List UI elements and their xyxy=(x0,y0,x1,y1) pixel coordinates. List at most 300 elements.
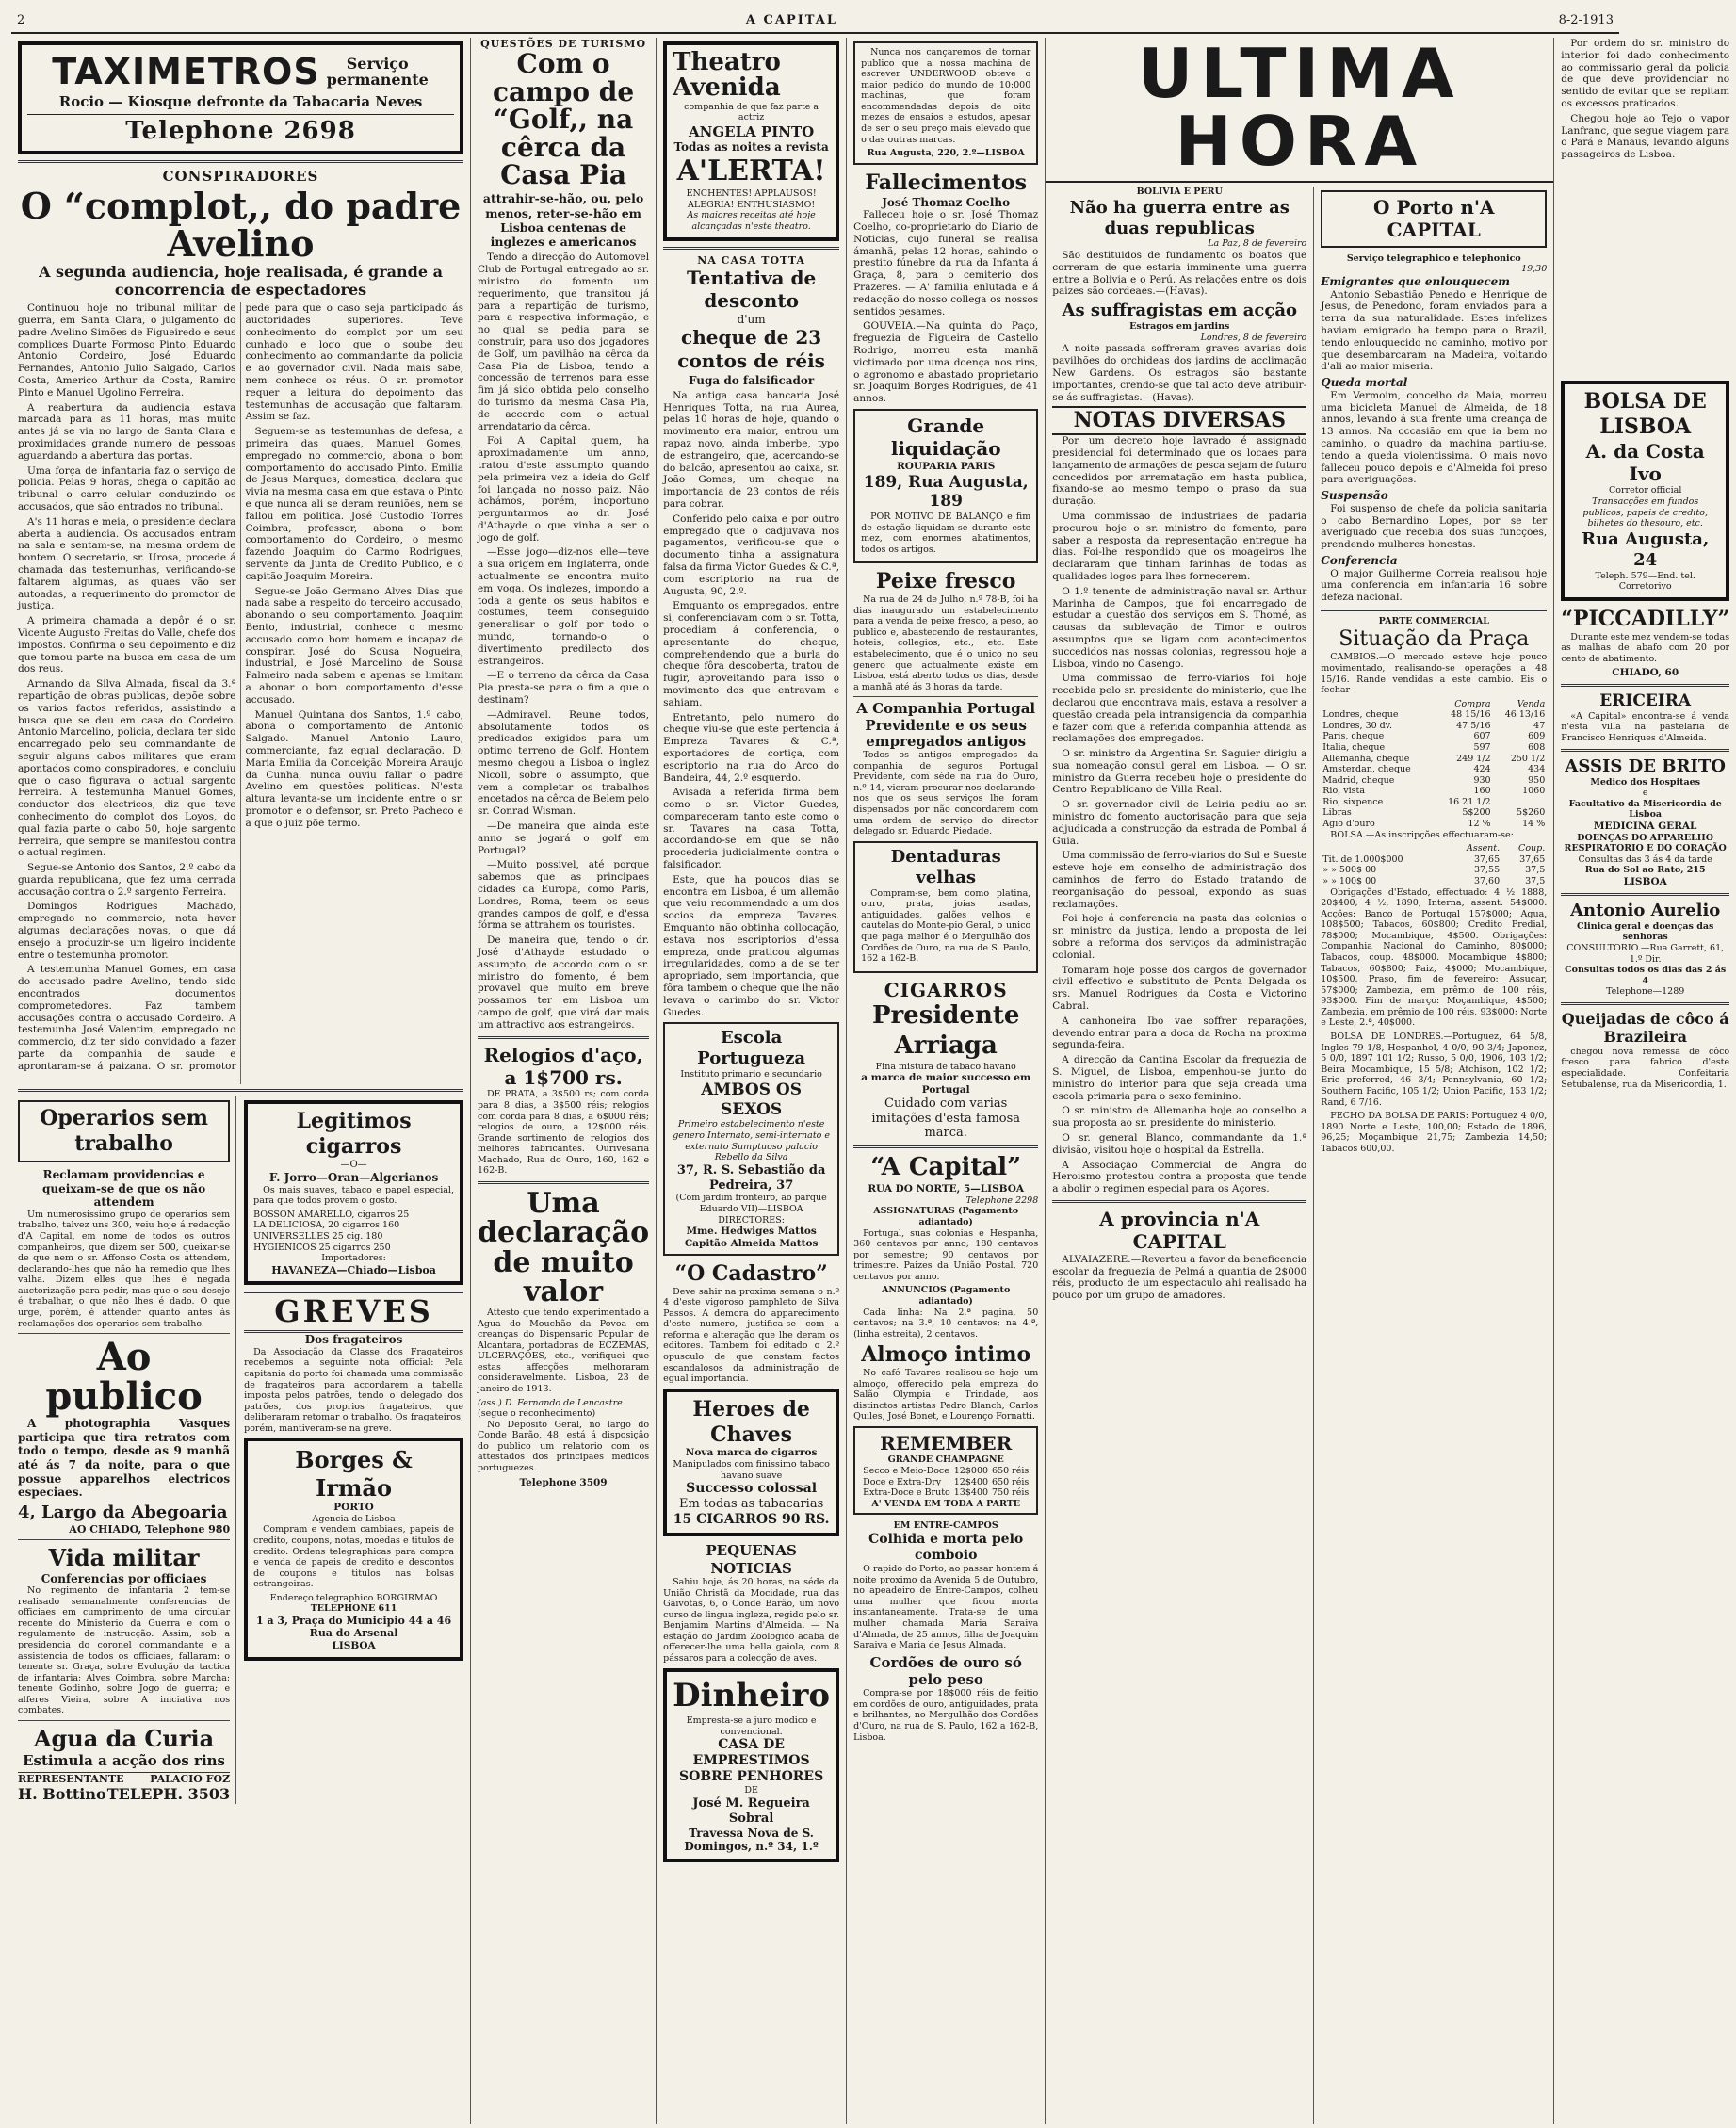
cigarros-leg-item: HYGIENICOS 25 cigarros 250 xyxy=(253,1242,391,1253)
notas-paragraph: Por um decreto hoje lavrado é assignado presidencial foi determinado que os locaes para lançamento de armações de pesca sejam de futuro concedidos por arrematação em hasta publica, fixando-se ao mesmo tempo o praso da sua duração. xyxy=(1052,435,1307,508)
conferencia-title: Conferencia xyxy=(1321,553,1398,567)
remember-title: REMEMBER xyxy=(880,1432,1013,1455)
cigarros-leg-title: Legitimos cigarros xyxy=(296,1109,412,1160)
escola-director: Mme. Hedwiges Mattos xyxy=(686,1226,817,1238)
table-header-row xyxy=(1321,843,1547,854)
theatro-actress: ANGELA PINTO xyxy=(688,122,815,140)
table-cell: 5$200 xyxy=(1462,807,1491,819)
piccadilly-address: CHIADO, 60 xyxy=(1612,667,1679,679)
capital-address: RUA DO NORTE, 5—LISBOA xyxy=(868,1183,1025,1194)
suffragistas-sub: Estragos em jardins xyxy=(1129,321,1230,333)
article-paragraph: Segue-se João Germano Alves Dias que nada sabe a respeito do terceiro accusado, abonando o seu comportamento. Joaquim Bento, industrial, conhece o mesmo accusado como bom homem e incapaz de conspirar. José do Sousa Nogueira, industrial, e José Marcelino de Sousa Palmeiro nada sabem e apenas se limitam a abonar o bom comportamento d'esse accusado. xyxy=(245,585,463,706)
notas-paragraph: Uma commissão de ferro-viarios foi hoje recebida pelo sr. presidente do ministerio, que lhe declarou que encontrava mais, estava a resolver a questão creada pela intransigencia da companhia e fazer com que a referida companhia attenda as reclamações dos empregados. xyxy=(1052,673,1307,745)
escola-address-note: (Com jardim fronteiro, ao parque Eduardo VII)—LISBOA xyxy=(675,1193,827,1214)
article-paragraph: —E o terreno da cêrca da Casa Pia presta-se para o fim a que o destinam? xyxy=(478,670,650,707)
article-paragraph: Segue-se Antonio dos Santos, 2.º cabo da guarda republicana, que fez uma cerrada accusação contra o 2.º sargento Ferreira. xyxy=(18,862,236,898)
table-cell: » » 100$ 00 xyxy=(1322,875,1377,886)
table-header: Coup. xyxy=(1518,843,1546,854)
borges-tel: Endereço telegraphico BORGIRMAO xyxy=(269,1592,438,1603)
bolsa-lisboa-ad xyxy=(1561,381,1729,601)
aurelio-line: Consultas todos os dias das 2 ás 4 xyxy=(1565,965,1727,986)
underwood-body: Nunca nos cançaremos de tornar publico que a nossa machina de escrever UNDERWOOD obteve o maior pedido do mundo de 10:000 machinas, que foram encommendadas depois de oito mezes de ensaios e estudos, apesar de ser o seu preço mais elevado que o das outras marcas. xyxy=(861,47,1031,145)
fallecimentos-name: José Thomaz Coelho xyxy=(882,195,1011,209)
notas-paragraph: A Associação Commercial de Angra do Heroismo protestou contra a proposta que tende a abolir o regimen especial para os Açores. xyxy=(1052,1159,1307,1195)
entre-body: O rapido do Porto, ao passar hontem á noite proximo da Avenida 5 de Outubro, no apeadeiro de Entre-Campos, colheu uma mulher que ficou morta instantaneamente. Trata-se de uma mulher chamada Maria Saraiva d'Almada, de 25 annos, filha de Joaquim Saraiva e Maria de Jesus Almada. xyxy=(853,1564,1039,1651)
agua-title: Agua da Curia xyxy=(33,1725,215,1753)
article-paragraph: Avisada a referida firma bem como o sr. Victor Guedes, compareceram tanto este como o sr. Tavares na casa Totta, accordando-se em que se não procederia judicialmente contra o falsificador. xyxy=(663,787,840,871)
cigarros-leg-shop: HAVANEZA—Chiado—Lisboa xyxy=(271,1263,436,1276)
escola-sub: Instituto primario e secundario xyxy=(680,1069,822,1080)
vida-title: Vida militar xyxy=(48,1544,200,1572)
article-paragraph: Uma força de infantaria faz o serviço de policia. Pelas 9 horas, chega o capitão ao tribunal o carro celular conduzindo os accusados, que são entrados no tribunal. xyxy=(18,464,236,512)
table-cell: 48 15/16 xyxy=(1451,709,1491,721)
table-cell: Madrid, cheque xyxy=(1322,774,1395,786)
dinheiro-casa: CASA DE EMPRESTIMOS SOBRE PENHORES xyxy=(679,1737,824,1785)
table-cell: 597 xyxy=(1473,742,1491,753)
col7-top-text xyxy=(1561,38,1729,377)
bolsa-address: Rua Augusta, 24 xyxy=(1582,528,1710,570)
cordoes-title: Cordões de ouro só pelo peso xyxy=(869,1653,1022,1688)
table-cell: 12$400 xyxy=(953,1476,989,1487)
column-2 xyxy=(471,38,657,2124)
theatro-ad xyxy=(663,41,839,241)
bolsa-phone: Teleph. 579—End. tel. Corretorivo xyxy=(1595,570,1695,593)
escola-address: 37, R. S. Sebastião da Pedreira, 37 xyxy=(676,1162,826,1193)
column-1 xyxy=(11,38,471,2124)
cigarros-leg-item: UNIVERSELLES 25 cig. 180 xyxy=(253,1231,383,1243)
page-number: 2 xyxy=(17,12,25,27)
table-cell: 47 xyxy=(1533,720,1546,731)
table-cell: 750 réis xyxy=(992,1487,1030,1499)
chaves-desc: Manipulados com finissimo tabaco havano suave xyxy=(673,1459,830,1481)
notas-paragraph: O 1.º tenente de administração naval sr. Arthur Marinha de Campos, que foi encarregado de estudar a questão dos serviços em S. Thomé, as causas da sublevação de Timor e outros assumptos que se ligam com acontecimentos succedidos nas nossas colonias, regressou hoje a Lisboa, vindo no Casengo. xyxy=(1052,585,1307,670)
queda-body: Em Vermoim, concelho da Maia, morreu uma bicicleta Manuel de Almeida, de 18 annos, levando á sua frente uma creança de 13 annos. Na occasião em que ia bem no caminho, o quadro da machina partiu-se, tendo a queda violentissima. O mais novo falleceu pouco depois e d'Almeida foi preso para averiguações. xyxy=(1321,389,1548,486)
publico-address: 4, Largo da Abegoaria xyxy=(18,1502,228,1522)
publico-text: A photographia Vasques participa que tira retratos com todo o tempo, desde as 9 manhã até ás 7 da noite, para o que possue apparelhos electricos especiaes. xyxy=(18,1417,231,1500)
borges-city2: LISBOA xyxy=(332,1639,376,1651)
relogios-body: DE PRATA, a 3$500 rs; com corda para 8 dias, a 3$500 réis; relogios com corda para 8 dias, a 6$000 réis; relogios de ouro, a 12$000 réis. Grande sortimento de relogios dos melhores fabricantes. Ourivesaria Machado, Rua do Ouro, 160, 162 e 162-B. xyxy=(478,1089,650,1177)
article-paragraph: —De maneira que ainda este anno se jogará o golf em Portugal? xyxy=(478,820,650,856)
suffragistas-dateline: Londres, 8 de fevereiro xyxy=(1200,332,1307,343)
table-cell: Libras xyxy=(1322,807,1352,819)
table-row xyxy=(1321,797,1547,808)
table-cell: Secco e Meio-Doce xyxy=(863,1466,949,1476)
table-cell: 249 1/2 xyxy=(1456,753,1491,764)
notas-paragraph: O sr. general Blanco, commandante da 1.ª divisão, visitou hoje o hospital da Estrella. xyxy=(1052,1132,1307,1156)
bolivia-section: BOLIVIA E PERU xyxy=(1136,187,1223,197)
publico-title: Ao publico xyxy=(45,1335,203,1420)
table-cell: Rio, vista xyxy=(1322,786,1365,797)
chaves-sub: Nova marca de cigarros xyxy=(685,1447,818,1459)
borges-phone: TELEPHONE 611 xyxy=(310,1603,397,1615)
remember-sub: GRANDE CHAMPAGNE xyxy=(887,1454,1004,1466)
table-row xyxy=(861,1477,1030,1488)
commercial-intro: CAMBIOS.—O mercado esteve hoje pouco movimentado, realisando-se operações a 48 15/16. Rande vendidas a este cambio. Eis o fechar xyxy=(1321,652,1548,696)
commercial-section: PARTE COMMERCIAL xyxy=(1378,615,1489,626)
publico-phone: AO CHIADO, Telephone 980 xyxy=(69,1522,231,1535)
notas-title: NOTAS DIVERSAS xyxy=(1052,406,1306,435)
porto-time: 19,30 xyxy=(1521,264,1548,275)
suspensao-body: Foi suspenso de chefe da policia sanitaria o cabo Bernardino Lopes, por se ter averiguado que recebia dos suas funcções, prendendo mulheres honestas. xyxy=(1321,502,1548,551)
theatro-company: companhia de que faz parte a actriz xyxy=(684,101,819,123)
table-cell: » » 500$ 00 xyxy=(1322,865,1377,876)
taximetros-telephone: Telephone 2698 xyxy=(27,114,454,147)
totta-headline1: Tentativa de desconto xyxy=(687,266,817,313)
notas-paragraph: A direcção da Cantina Escolar da freguezia de S. Miguel, de Lisboa, empenhou-se junto do ministro do interior para que seja creada uma escola primaria para o sexo feminino. xyxy=(1052,1054,1307,1102)
table-cell: 1060 xyxy=(1522,786,1546,797)
totta-sub: Fuga do falsificador xyxy=(688,374,815,388)
table-cell: 37,65 xyxy=(1473,853,1501,865)
table-row xyxy=(861,1466,1030,1477)
pequenas-body: Sahiu hoje, ás 20 horas, na séde da União Christã da Mocidade, rua das Gaivotas, 6, o Conde Barão, um novo curso de lingua ingleza, regido pelo sr. Benjamim Martins d'Almeida. — Na estação do Jardim Zoologico acaba de offerecer-lhe uma bella gaiola, com 8 pássaros para a colecção de aves. xyxy=(663,1577,840,1665)
notas-paragraph: O sr. ministro de Allemanha hoje ao conselho a sua proposta ao sr. presidente do ministerio. xyxy=(1052,1105,1307,1129)
theatro-title: Theatro Avenida xyxy=(673,48,781,103)
vida-subhead: Conferencias por officiaes xyxy=(41,1571,207,1585)
notas-paragraph: Uma commissão de ferro-viarios do Sul e Sueste esteve hoje em conselho de administração dos caminhos de ferro do Estado tratando de reorganisação do pessoal, expondo as suas reclamações. xyxy=(1052,850,1307,910)
almoco-body: No café Tavares realisou-se hoje um almoço, offerecido pela empreza do Salão Olympia e Trindade, aos distinctos artistas Pedro Blanch, Carlos Quiles, José Bonet, e Lourenço Fornatti. xyxy=(853,1368,1039,1422)
totta-headline2: d'um xyxy=(737,312,766,326)
table-row xyxy=(1321,819,1547,830)
brito-line: Facultativo da Misericordia de Lisboa xyxy=(1568,798,1722,820)
article-paragraph: Foi A Capital quem, ha aproximadamente um anno, tratou d'este assumpto quando pela primeira vez a ideia do Golf foi lançada no nosso paiz. Não achámos, porém, inoportuno perguntarmos ao dr. José d'Athayde o que vinha a ser o jogo de golf. xyxy=(478,435,650,544)
suffragistas-title: As suffragistas em acção xyxy=(1062,301,1297,321)
table-row xyxy=(1321,731,1547,742)
commercial-body: Obrigações d'Estado, effectuado: 4 ½ 1888, 20$400; 4 ½, 1890, Interna, assent. 54$000. Acções: Banco de Portugal 157$000; Agua, 108$500; Tabacos, 60$800; Credito Predial, 78$000; Mocambique, 4$500. Obrigações: Companhia Nacional do Caminho, 80$000; Tabacos, coup. 48$000. Mocambique 4$800; Tabacos, 60$800; Paiz, 4$000; Mocambique, 10$500. Praso, fim de fevereiro: Assucar, 57$000; Zambezia, em prêmio de 100 réis, 93$000. Fim de março: Moçambique, 4$500; Zambezia, em prêmio de 100 réis, 93$000; Norte e Leste, 2.ª, 40$000. xyxy=(1321,886,1548,1029)
table-cell: Italia, cheque xyxy=(1322,742,1386,753)
table-cell: 160 xyxy=(1473,786,1491,797)
table-cell: 434 xyxy=(1528,764,1546,775)
table-row xyxy=(1321,807,1547,819)
declaracao-title: Uma declaração de muito valor xyxy=(478,1186,650,1309)
aurelio-title: Antonio Aurelio xyxy=(1570,900,1721,920)
bolivia-dateline: La Paz, 8 de fevereiro xyxy=(1208,238,1307,250)
article-paragraph: Chegou hoje ao Tejo o vapor Lanfranc, que segue viagem para o Pará e Manaus, levando alguns passageiros de Lisboa. xyxy=(1561,112,1730,161)
entre-title: Colhida e morta pelo comboio xyxy=(868,1531,1024,1563)
underwood-ad xyxy=(853,41,1038,165)
queijadas-body: chegou nova remessa de côco fresco para fabrico d'este especialidade. Confeitaria Setubalense, rua da Misericordia, 1. xyxy=(1561,1046,1730,1090)
table-cell: 13$400 xyxy=(953,1487,989,1499)
operarios-box xyxy=(18,1100,230,1162)
capital-title: “A Capital” xyxy=(870,1153,1022,1182)
ericeira-body: «A Capital» encontra-se á venda n'esta villa na pastelaria de Francisco Henriques d'Almeida. xyxy=(1561,710,1730,744)
brito-line: MEDICINA GERAL xyxy=(1593,820,1697,832)
cigarros-note: Cuidado com varias imitações d'esta famosa marca. xyxy=(871,1096,1021,1141)
brito-line: LISBOA xyxy=(1623,876,1667,888)
capital-sub-body: Portugal, suas colonias e Hespanha, 360 centavos por anno; 180 centavos por semestre; 90 centavos por trimestre. Paizes da União Postal, 720 centavos por anno. xyxy=(853,1227,1039,1282)
totta-headline3: cheque de 23 contos de réis xyxy=(677,326,825,372)
bolsa-role: Corretor official xyxy=(1609,485,1682,496)
table-header: Compra xyxy=(1454,698,1491,709)
liquidacao-body: POR MOTIVO DE BALANÇO e fim de estação liquidam-se durante este mez, com enormes abatimentos, todos os artigos. xyxy=(861,512,1031,555)
table-cell: Londres, 30 dv. xyxy=(1322,720,1393,731)
cigarros-leg-item: LA DELICIOSA, 20 cigarros 160 xyxy=(253,1220,400,1231)
conferencia-body: O major Guilherme Correia realisou hoje uma conferencia em infantaria 16 sobre defeza nacional. xyxy=(1321,567,1548,604)
dinheiro-ad xyxy=(663,1668,839,1862)
table-header-row xyxy=(1321,699,1547,710)
provincia-body: ALVAIAZERE.—Reverteu a favor da beneficencia escolar da freguezia de Pelmá a quantia de 2$000 réis, producto de um espectaculo ahi realisado ha pouco por um grupo de amadores. xyxy=(1052,1253,1307,1302)
borges-address: 1 a 3, Praça do Municipio 44 a 46 Rua do Arsenal xyxy=(255,1614,452,1640)
liquidacao-address: 189, Rua Augusta, 189 xyxy=(863,472,1029,512)
conspiradores-subhead: A segunda audiencia, hoje realisada, é grande a concorrencia de espectadores xyxy=(39,263,443,299)
cambios-table xyxy=(1321,699,1547,830)
article-paragraph: Entretanto, pelo numero do cheque viu-se que este pertencia á Empreza Tavares & C.ª, exportadores de cortiça, com escriptorio na rua do Arco do Bandeira, 44, 2.º esquerdo. xyxy=(663,711,840,784)
issue-date: 8-2-1913 xyxy=(1558,12,1614,27)
commercial-londres: BOLSA DE LONDRES.—Portuguez, 64 5/8, Ingles 79 1/8, Hespanhol, 4 0/0, 90 3/4; Japonez, 5 0/0, 1897 101 1/2; Russo, 5 0/0, 1906, 103 1/2; Beira Mocambique, 15 5/8; Atchison, 102 1/2; Erie preferred, 46 3/4; Pennsylvania, 60 1/2; Southern Pacific, 105 1/2; Union Pacific, 153 1/2; Rand, 6 7/16. xyxy=(1321,1032,1548,1108)
table-row xyxy=(1321,775,1547,787)
notas-paragraph: Foi hoje á conferencia na pasta das colonias o sr. ministro da justiça, lendo a proposta de lei sobre a reforma dos serviços da administração colonial. xyxy=(1052,913,1307,961)
greves-sub: Dos fragateiros xyxy=(304,1333,403,1347)
table-cell: Extra-Doce e Bruto xyxy=(863,1487,950,1499)
operarios-body: Um numerosissimo grupo de operarios sem trabalho, talvez uns 300, veiu hoje á redacção d'A Capital, em nome de todos os outros companheiros, que dizem ser 500, queixar-se de que nem o sr. Affonso Costa os attendem, declarando-lhes que não ha remedio que lhes valha. Dizem elles que lhes é negada auctorização para pedir, mas que o seu desejo é trabalhar, o que não lhes é dado. O que urge, porém, é attender quanto antes ás reclamações dos operarios sem trabalho. xyxy=(18,1209,231,1329)
chaves-price: 15 CIGARROS 90 RS. xyxy=(673,1512,830,1528)
capital-ads-label: ANNUNCIOS (Pagamento adiantado) xyxy=(882,1285,1011,1307)
table-cell: 37,60 xyxy=(1473,875,1501,886)
table-row xyxy=(861,1487,1030,1499)
table-cell: 609 xyxy=(1528,731,1546,742)
article-paragraph: Domingos Rodrigues Machado, empregado no commercio, nota haver algumas declarações novas, o que dá ensejo a produzir-se um ligeiro incidente entre o testemunha promotor. xyxy=(18,901,236,961)
agua-teleph: TELEPH. 3503 xyxy=(106,1785,231,1804)
table-cell: Londres, cheque xyxy=(1322,709,1399,721)
table-row xyxy=(1321,854,1547,866)
table-cell: Allemanha, cheque xyxy=(1322,753,1410,764)
article-paragraph: A reabertura da audiencia estava marcada para as 11 horas, mas muito antes já se via no largo de Santa Clara e proximidades grande numero de pessoas aguardando a abertura das portas. xyxy=(18,401,236,462)
queijadas-title: Queijadas de côco á Brazileira xyxy=(1561,1009,1729,1047)
column-7 xyxy=(1554,38,1736,2124)
theatro-note: Todas as noites a revista xyxy=(673,140,829,154)
table-cell: 37,55 xyxy=(1473,865,1501,876)
underwood-address: Rua Augusta, 220, 2.º—LISBOA xyxy=(867,148,1025,159)
table-header: Venda xyxy=(1517,698,1546,709)
piccadilly-title: “PICCADILLY” xyxy=(1561,606,1730,631)
fallecimentos-body: Falleceu hoje o sr. José Thomaz Coelho, co-proprietario do Diario de Noticias, cujo funeral se realisa ámanhã, pelas 12 horas, sahindo o prestito fúnebre da rua da Infanta á Graça, 8, para o cemiterio dos Prazeres. — A' familia enlutada e á redacção do nosso collega os nossos sentidos pesames. xyxy=(853,209,1039,317)
table-row xyxy=(1321,764,1547,775)
article-paragraph: —Admiravel. Reune todos, absolutamente todos os predicados exigidos para um optimo terreno de Golf. Hontem mesmo chegou a Lisboa o inglez Nicoll, sobre o assumpto, que vem a completar os trabalhos encetados na cêrca de Belem pelo sr. Conrad Wisman. xyxy=(478,708,650,818)
table-cell: 46 13/16 xyxy=(1504,709,1546,721)
theatro-play: A'LERTA! xyxy=(676,154,826,187)
vida-body: No regimento de infantaria 2 tem-se realisado semanalmente conferencias de officiaes em cumprimento de uma circular recente do Ministerio da Guerra e com o regulamento de instrucção. Assim, sob a presidencia do coronel commandante e a assistencia de todos os officiaes, fallaram: o tenente sr. Graça, sobre Evolução da tactica de infantaria; Alves Coimbra, sobre Marcha; tenente Godinho, sobre Jogo de guerra; e alferes Vieira, sobre A iniciativa nos combates. xyxy=(18,1585,231,1716)
declaracao-signed: (ass.) D. Fernando de Lencastre xyxy=(478,1397,623,1408)
cadastro-title: “O Cadastro” xyxy=(674,1260,828,1286)
table-cell: 950 xyxy=(1528,774,1546,786)
cigarros-leg-brands: F. Jorro—Oran—Algerianos xyxy=(268,1171,439,1185)
col1-right-sub xyxy=(244,1096,463,1803)
article-paragraph: Este, que ha poucos dias se encontra em Lisboa, é um allemão que veiu recommendado a um dos socios da empreza Tavares. Emquanto não obtinha collocação, estava nos escriptorios d'essa empreza, onde praticou algumas irregularidades, como a de se ter apropriado, sem importancia, que fôra tambem o cheque que lhe não levava o carimbo do sr. Victor Guedes. xyxy=(663,873,840,1018)
brito-line: Consultas das 3 ás 4 da tarde xyxy=(1578,853,1712,865)
brito-line: DOENÇAS DO APPARELHO RESPIRATORIO E DO CORAÇÃO xyxy=(1564,832,1727,854)
bolsa-title: BOLSA DE LISBOA xyxy=(1583,389,1707,439)
article-paragraph: —Muito possivel, até porque sabemos que as principaes cidades da Europa, como Paris, Londres, Roma, teem os seus grandes campos de golf, e d'essa fórma se attrahem os touristes. xyxy=(478,859,650,932)
aurelio-line: CONSULTORIO.—Rua Garrett, 61, 1.º Dir. xyxy=(1566,942,1725,965)
notas-paragraph: O sr. governador civil de Leiria pediu ao sr. ministro do fomento auctorisação para que seja adjudicada a construcção da estrada de Pombal á Guia. xyxy=(1052,799,1307,847)
table-cell: 37,5 xyxy=(1525,865,1546,876)
brito-line: e xyxy=(1642,788,1648,799)
column-6 xyxy=(1314,187,1553,2124)
cigarros-leg-sub: Os mais suaves, tabaco e papel especial, para que todos provem o gosto. xyxy=(253,1184,454,1207)
brito-line: Medico dos Hospitaes xyxy=(1590,776,1701,788)
article-paragraph: Conferido pelo caixa e por outro empregado que o cadjuvava nos pagamentos, verificou-se que o documento tinha a assignatura falsa da firma Victor Guedes & C.ª, com escriptorio na rua de Augusta, 90, 2.º. xyxy=(663,512,840,597)
article-paragraph: Por ordem do sr. ministro do interior foi dado conhecimento ao commissario geral da policia de que deve providenciar no sentido de evitar que se repitam os excessos praticados. xyxy=(1561,38,1730,109)
cigarros-desc: Fina mistura de tabaco havano xyxy=(875,1061,1016,1072)
remember-foot: A' VENDA EM TODA A PARTE xyxy=(871,1498,1021,1509)
aurelio-line: Telephone—1289 xyxy=(1606,986,1685,998)
peixe-body: Na rua de 24 de Julho, n.º 78-B, foi ha dias inaugurado um estabelecimento para a venda de peixe fresco, a peso, ao publico e, abastecendo de restaurantes, hoteis, collegios, etc., etc. Este estabelecimento, que é o unico no seu genero que actualmente existe em Lisboa, está aberto todos os dias, desde a manhã até ás 3 horas da tarde. xyxy=(853,594,1039,692)
aurelio-line: Clinica geral e doenças das senhoras xyxy=(1577,920,1714,943)
table-cell: Agio d'ouro xyxy=(1322,819,1375,830)
borges-ad xyxy=(244,1438,463,1660)
table-row xyxy=(1321,876,1547,887)
commercial-bolsa: BOLSA.—As inscripções effectuaram-se: xyxy=(1330,829,1514,840)
table-cell: 12 % xyxy=(1468,819,1491,830)
operarios-subhead: Reclamam providencias e queixam-se de que os não attendem xyxy=(42,1167,206,1210)
table-cell: Amsterdan, cheque xyxy=(1322,764,1411,775)
suspensao-title: Suspensão xyxy=(1321,489,1388,503)
dinheiro-sub: Empresta-se a juro modico e convencional. xyxy=(686,1715,817,1737)
table-row xyxy=(1321,721,1547,732)
fallecimentos-title: Fallecimentos xyxy=(865,170,1027,195)
golf-subhead: attrahir-se-hão, ou, pelo menos, reter-se-hão em Lisboa centenas de inglezes e americanos xyxy=(482,191,644,250)
cigarros-legitimos-ad xyxy=(244,1100,463,1285)
table-cell: 930 xyxy=(1473,774,1491,786)
table-cell: 37,65 xyxy=(1519,853,1546,865)
table-cell: 607 xyxy=(1473,731,1491,742)
table-cell: 5$260 xyxy=(1517,807,1546,819)
borges-body: Compram e vendem cambiaes, papeis de credito, coupons, notas, moedas e titulos de credito. Ordens telegraphicas para compra e venda de papeis de credito e descontos de coupons e titulos nas bolsas estrangeiras. xyxy=(253,1524,454,1590)
capital-phone: Telephone 2298 xyxy=(965,1194,1039,1206)
taximetros-ad xyxy=(18,41,463,154)
taximetros-servico: Serviço permanente xyxy=(326,54,429,89)
table-cell: 608 xyxy=(1528,742,1546,753)
table-cell: Doce e Extra-Dry xyxy=(863,1476,942,1487)
remember-table xyxy=(861,1466,1030,1499)
cigarros-title: CIGARROS xyxy=(884,978,1008,1001)
chaves-success: Successo colossal xyxy=(686,1481,818,1497)
table-row xyxy=(1321,754,1547,765)
chaves-where: Em todas as tabacarias xyxy=(678,1497,824,1512)
article-paragraph: Manuel Quintana dos Santos, 1.º cabo, abona o comportamento de Antonio Salgado. Manuel Antonio Lauro, commerciante, faz egual declaração. D. Maria Emilia da Conceição Moreira Araujo da Cunha, nunca ouviu fallar o padre Avelino em questões politicas. N'esta altura levanta-se um incidente entre o sr. promotor e o defensor, sr. Preto Pacheco e a que o juiz põe termo. xyxy=(245,708,463,829)
article-paragraph: Tendo a direcção do Automovel Club de Portugal entregado ao sr. ministro do fomento um requerimento, que transitou já para a repartição de turismo, para a respectiva informação, e no qual se pedia para se construir, para uso dos jogadores de Golf, um pavilhão na cêrca da Casa Pia de Lisboa, tendo a concessão de terrenos para esse fim já sido obtida pelo conselho do turismo da mesma Casa Pia, de accordo com o actual arrendatario da cêrca. xyxy=(478,252,650,432)
liquidacao-shop: ROUPARIA PARIS xyxy=(897,460,996,472)
escola-desc: Primeiro estabelecimento n'este genero Internato, semi-internato e externato Sumptuoso palacio Rebello da Silva xyxy=(673,1119,831,1163)
table-cell: 16 21 1/2 xyxy=(1448,796,1491,807)
dinheiro-address: Travessa Nova de S. Domingos, n.º 34, 1.º xyxy=(684,1826,819,1854)
piccadilly-body: Durante este mez vendem-se todas as malhas de abafo com 20 por cento de abatimento. xyxy=(1561,631,1730,664)
golf-headline: Com o campo de “Golf,, na cêrca da Casa Pia xyxy=(492,48,635,190)
article-paragraph: A's 11 horas e meia, o presidente declara aberta a audiencia. Os accusados entram na sala e sentam-se, na mesma ordem de hontem. O secretario, sr. Urosa, procede á chamada das testemunhas, verificando-se faltarem algumas, as quaes vão ser autoadas, a requerimento do promotor de justiça. xyxy=(18,515,236,612)
table-cell: 14 % xyxy=(1522,819,1546,830)
dentaduras-title: Dentaduras velhas xyxy=(890,846,1001,887)
table-cell: Tit. de 1.000$000 xyxy=(1322,853,1403,865)
table-row xyxy=(1321,786,1547,797)
table-cell: Paris, cheque xyxy=(1322,731,1385,742)
escola-director: Capitão Almeida Mattos xyxy=(684,1237,819,1249)
remember-ad xyxy=(853,1426,1038,1515)
dinheiro-name: José M. Regueira Sobral xyxy=(692,1796,810,1826)
column-5 xyxy=(1046,187,1314,2124)
escola-directors-label: DIRECTORES: xyxy=(718,1214,785,1226)
peixe-title: Peixe fresco xyxy=(875,569,1016,594)
bolivia-title: Não ha guerra entre as duas republicas xyxy=(1069,197,1290,238)
turismo-section: QUESTÕES DE TURISMO xyxy=(480,38,647,50)
borges-title: Borges & Irmão xyxy=(295,1446,413,1502)
relogios-title: Relogios d'aço, a 1$700 rs. xyxy=(483,1043,643,1089)
commercial-paris: FECHO DA BOLSA DE PARIS: Portuguez 4 0/0, 1890 Norte e Leste, 100,00; Estado de 1896, 96,25; Moçambique 21,75; Zambezia 14,50; Tabacos 600,00. xyxy=(1321,1111,1548,1154)
queda-title: Queda mortal xyxy=(1321,376,1408,390)
notas-paragraph: Uma commissão de industriaes de padaria procurou hoje o sr. ministro do fomento, para saber a resposta da representação entregue ha dias. Foi-lhe respondido que os moageiros lhe declararam que tinham farinhas de todas as qualidades logos para lhes fornecerem. xyxy=(1052,510,1307,582)
table-cell: 12$000 xyxy=(953,1466,989,1476)
table-header: Assent. xyxy=(1466,843,1501,854)
cordoes-body: Compra-se por 18$000 réis de feitio em cordões de ouro, antiguidades, prata e brilhantes, no Mergulhão dos Cordões d'Ouro, na rua de S. Paulo, 162 a 162-B, Lisboa. xyxy=(853,1688,1039,1743)
commercial-title: Situação da Praça xyxy=(1339,626,1530,651)
bolivia-body: São destituidos de fundamento os boatos que correram de que estaria imminente uma guerra entre a Bolivia e o Perú. As relações entre os dois paizes são cordeaes.—(Havas). xyxy=(1052,250,1307,298)
borges-sub: Agencia de Lisboa xyxy=(312,1513,396,1524)
article-paragraph: —Esse jogo—diz-nos elle—teve a sua origem em Inglaterra, onde actualmente se encontra muito em voga. Os inglezes, impondo a toda a gente os seus habitos e costumes, teem conseguido generalisar o golf por todo o mundo, tornando-o o divertimento predilecto dos estrangeiros. xyxy=(478,546,650,667)
bolsa-name: A. da Costa Ivo xyxy=(1585,439,1705,486)
chaves-title: Heroes de Chaves xyxy=(692,1396,810,1447)
emigrantes-body: Antonio Sebastião Penedo e Henrique de Jesus, de Penedono, foram enviados para a terra da sua naturalidade. Estes infelizes haviam emigrado ha tempo para o Brazil, tendo enlouquecido no caminho, motivo por que desembarcaram na Madeira, voltando d'ali ao maior miseria. xyxy=(1321,288,1548,373)
table-cell: 650 réis xyxy=(992,1476,1030,1487)
pequenas-title: PEQUENAS NOTICIAS xyxy=(706,1542,797,1577)
escola-title: Escola Portugueza xyxy=(697,1028,806,1069)
totta-section: NA CASA TOTTA xyxy=(697,253,805,267)
declaracao-note: (segue o reconhecimento) xyxy=(478,1408,596,1420)
article-paragraph: Emquanto os empregados, entre si, conferenciavam com o sr. Totta, procediam á conferencia, o apresentante do cheque, comprehendendo que a burla do cheque fôra descoberta, tratou de fugir, aproveitando para isso o movimento dos que entravam e sahiam. xyxy=(663,600,840,708)
fallecimentos-gouveia: GOUVEIA.—Na quinta do Paço, freguezia de Figueira de Castello Rodrigo, morreu esta manhã victimado por uma doença nos rins, o agronomo e abastado proprietario sr. Joaquim Borges Rodrigues, de 41 annos. xyxy=(853,320,1039,405)
article-paragraph: De maneira que, tendo o dr. José d'Athayde estudado o assumpto, de accordo com o sr. ministro do fomento, é bem provavel que muito em breve possamos ter em Lisboa um campo de golf, que virá dar mais um attractivo aos estrangeiros. xyxy=(478,934,650,1031)
entre-section: EM ENTRE-CAMPOS xyxy=(893,1520,998,1532)
table-row xyxy=(1321,742,1547,754)
col1-left-sub xyxy=(18,1096,236,1803)
dentaduras-body: Compram-se, bem como platina, ouro, prata, joias usadas, antiguidades, galões velhos e cautelas do Monte-pio Geral, o unico que paga melhor é o Mergulhão dos Cordões de Ouro, na rua de S. Paulo, 162 a 162-B. xyxy=(861,887,1031,965)
companhia-body: Todos os antigos empregados da companhia de seguros Portugal Previdente, com séde na rua do Ouro, n.º 14, vieram procurar-nos declarando-nos que os seus serviços lhe foram dispensados por não concordarem com uma ordem de serviço do director delegado sr. Eduardo Piedade. xyxy=(853,750,1039,837)
notas-paragraph: O sr. ministro da Argentina Sr. Saguier dirigiu a sua nomeação consul geral em Lisboa. — O sr. ministro da Guerra recebeu hoje o presidente do Centro Republicano de Villa Real. xyxy=(1052,748,1307,796)
brito-title: ASSIS DE BRITO xyxy=(1565,755,1726,776)
article-paragraph: Armando da Silva Almada, fiscal da 3.ª repartição de obras publicas, depõe sobre os varios factos referidos, assistindo a busca que se deu em casa do Cordeiro. Antonio Marcelino, policia, declara ter sido encarregado pelo seu commandante de seguir alguns cabos militares que eram apontados como conspiradores, e concluiu que o caso figurava o actual sargento Ferreira. A testemunha Manuel Gomes, conductor dos electricos, diz que teve conhecimento do complot dos Loyos, do qual fazia parte o cabo 50, hoje sargento Ferreira, que sempre se manifestou contra o actual regimen. xyxy=(18,678,236,859)
cigarros-leg-dash: —O— xyxy=(340,1159,367,1170)
theatro-cheers: ENCHENTES! APPLAUSOS! ALEGRIA! ENTHUSIASMO! xyxy=(686,188,817,210)
chaves-ad xyxy=(663,1389,839,1537)
escola-sexos: AMBOS OS SEXOS xyxy=(701,1080,802,1119)
article-paragraph: A primeira chamada a depôr é o sr. Vicente Augusto Freitas do Valle, chefe dos impostos. Confirma o seu depoimento e diz que tomou parte na busca em casa de um dos reus. xyxy=(18,615,236,675)
ericeira-title: ERICEIRA xyxy=(1599,691,1692,711)
agua-palacio: PALACIO FOZ xyxy=(150,1772,231,1785)
ultima-hora-block xyxy=(1046,34,1554,2124)
inscripcoes-table xyxy=(1321,843,1547,886)
conspiradores-body xyxy=(18,302,463,1084)
notas-paragraph: Tomaram hoje posse dos cargos de governador civil effectivo e substituto de Ponta Delgada os srs. Manuel Rodrigues da Costa e Victorino Cabral. xyxy=(1052,964,1307,1013)
article-paragraph: A testemunha Manuel Gomes, em casa do accusado padre Avelino, tendo sido encontrados documentos comprometedores. Faz tambem accusações contra o accusado Cordeiro. A testemunha José Valentim, empregado no commercio, diz ter sido convidado a fazer parte da companhia de saude e aprontaram-se á paizana. O sr. promotor pede para que o caso seja participado ás auctoridades superiores. Teve conhecimento do complot por um seu cunhado e logo que o soube deu conhecimento ao commandante da policia e ao governador civil. Nada mais sabe, nem conhece os réus. O sr. promotor requer a leitura do depoimento das testemunhas de accusação que faltaram. Assim se faz. xyxy=(18,302,463,1072)
taximetros-title: TAXIMETROS xyxy=(52,51,320,92)
brito-line: Rua do Sol ao Rato, 215 xyxy=(1584,865,1706,876)
provincia-title: A provincia n'A CAPITAL xyxy=(1099,1207,1260,1254)
declaracao-body: Attesto que tendo experimentado a Agua do Mouchão da Povoa em creanças do Dispensario Popular de Alcantara, portadoras de ECZEMAS, ULCERAÇÕES, etc., verifiquei que estas affecções melhoraram consideravelmente. Lisboa, 23 de janeiro de 1913. xyxy=(478,1307,650,1395)
agua-rep-name: H. Bottino xyxy=(18,1785,106,1804)
table-cell: 650 réis xyxy=(992,1466,1030,1476)
table-row xyxy=(1321,709,1547,721)
greves-body: Da Associação da Classe dos Fragateiros recebemos a seguinte nota official: Pela capitania do porto foi chamada uma commissão de fragateiros para accordarem a tabella imposta pelos patrões, tendo o delegado dos patrões, dos proprios fragateiros, que deliberaram retomar o trabalho. Os fragateiros, porém, mantiveram-se na greve. xyxy=(244,1346,463,1434)
almoco-title: Almoço intimo xyxy=(861,1342,1031,1368)
companhia-title: A Companhia Portugal Previdente e os seus empregados antigos xyxy=(856,700,1036,750)
declaracao-phone: Telephone 3509 xyxy=(519,1476,608,1488)
table-header xyxy=(1321,843,1446,854)
porto-sub: Serviço telegraphico e telephonico xyxy=(1346,252,1521,264)
liquidacao-title: Grande liquidação xyxy=(890,414,1001,461)
conspiradores-section: CONSPIRADORES xyxy=(162,168,319,186)
bolsa-desc: Transacções em fundos publicos, papeis de credito, bilhetes do thesouro, etc. xyxy=(1582,496,1708,529)
column-3 xyxy=(657,38,847,2124)
borges-city: PORTO xyxy=(333,1501,374,1513)
liquidacao-ad xyxy=(853,409,1038,563)
dentaduras-ad xyxy=(853,841,1038,973)
